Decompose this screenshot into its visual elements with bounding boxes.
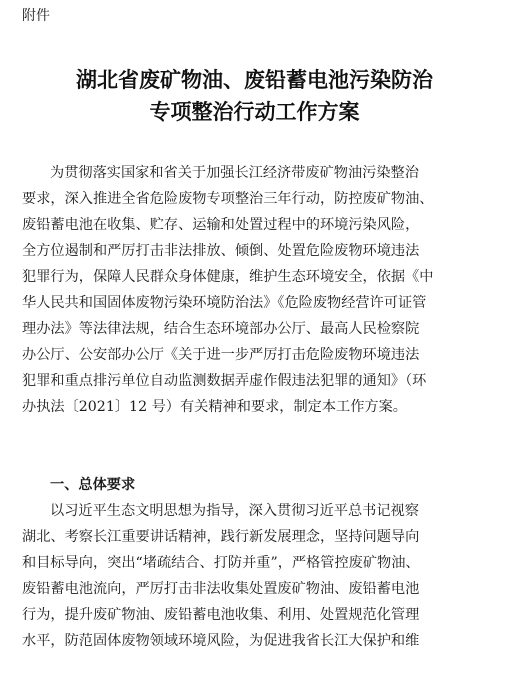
paragraph-line: 华人民共和国固体废物污染环境防治法》《危险废物经营许可证管: [22, 295, 427, 311]
paragraph-line: 湖北、考察长江重要讲话精神，践行新发展理念，坚持问题导向: [22, 529, 420, 545]
title-line-2: 专项整治行动工作方案: [149, 99, 360, 124]
document-title: [0, 64, 509, 128]
paragraph-line: 废铅蓄电池流向，严厉打击非法收集处置废矿物油、废铅蓄电池: [22, 581, 420, 597]
paragraph-line: 要求，深入推进全省危险废物专项整治三年行动，防控废矿物油、: [22, 191, 434, 207]
paragraph-line: 全方位遏制和严厉打击非法排放、倾倒、处置危险废物环境违法: [22, 243, 420, 259]
paragraph-line: 废铅蓄电池在收集、贮存、运输和处置过程中的环境污染风险，: [22, 217, 420, 233]
paragraph-line: 犯罪和重点排污单位自动监测数据弄虚作假违法犯罪的通知》（环: [22, 373, 427, 389]
paragraph-line: 办公厅、公安部办公厅《关于进一步严厉打击危险废物环境违法: [22, 347, 420, 363]
attachment-label: 附件: [22, 8, 50, 24]
paragraph-line: 和目标导向，突出“堵疏结合、打防并重”，严格管控废矿物油、: [22, 555, 420, 571]
intro-paragraph: [22, 160, 492, 420]
paragraph-line: 以习近平生态文明思想为指导，深入贯彻习近平总书记视察: [50, 503, 419, 519]
paragraph-line: 犯罪行为，保障人民群众身体健康，维护生态环境安全，依据《中: [22, 269, 434, 285]
title-line-1: 湖北省废矿物油、废铅蓄电池污染防治: [76, 67, 433, 92]
paragraph-line: 为贯彻落实国家和省关于加强长江经济带废矿物油污染整治: [50, 165, 419, 181]
paragraph-line: 理办法》等法律法规，结合生态环境部办公厅、最高人民检察院: [22, 321, 420, 337]
general-requirements-paragraph: [22, 498, 492, 654]
paragraph-line: 水平，防范固体废物领域环境风险，为促进我省长江大保护和维: [22, 633, 420, 649]
paragraph-line: 办执法〔2021〕12 号）有关精神和要求，制定本工作方案。: [22, 399, 407, 415]
section-heading-general-requirements: 一、总体要求: [50, 477, 136, 493]
paragraph-line: 行为，提升废矿物油、废铅蓄电池收集、利用、处置规范化管理: [22, 607, 420, 623]
